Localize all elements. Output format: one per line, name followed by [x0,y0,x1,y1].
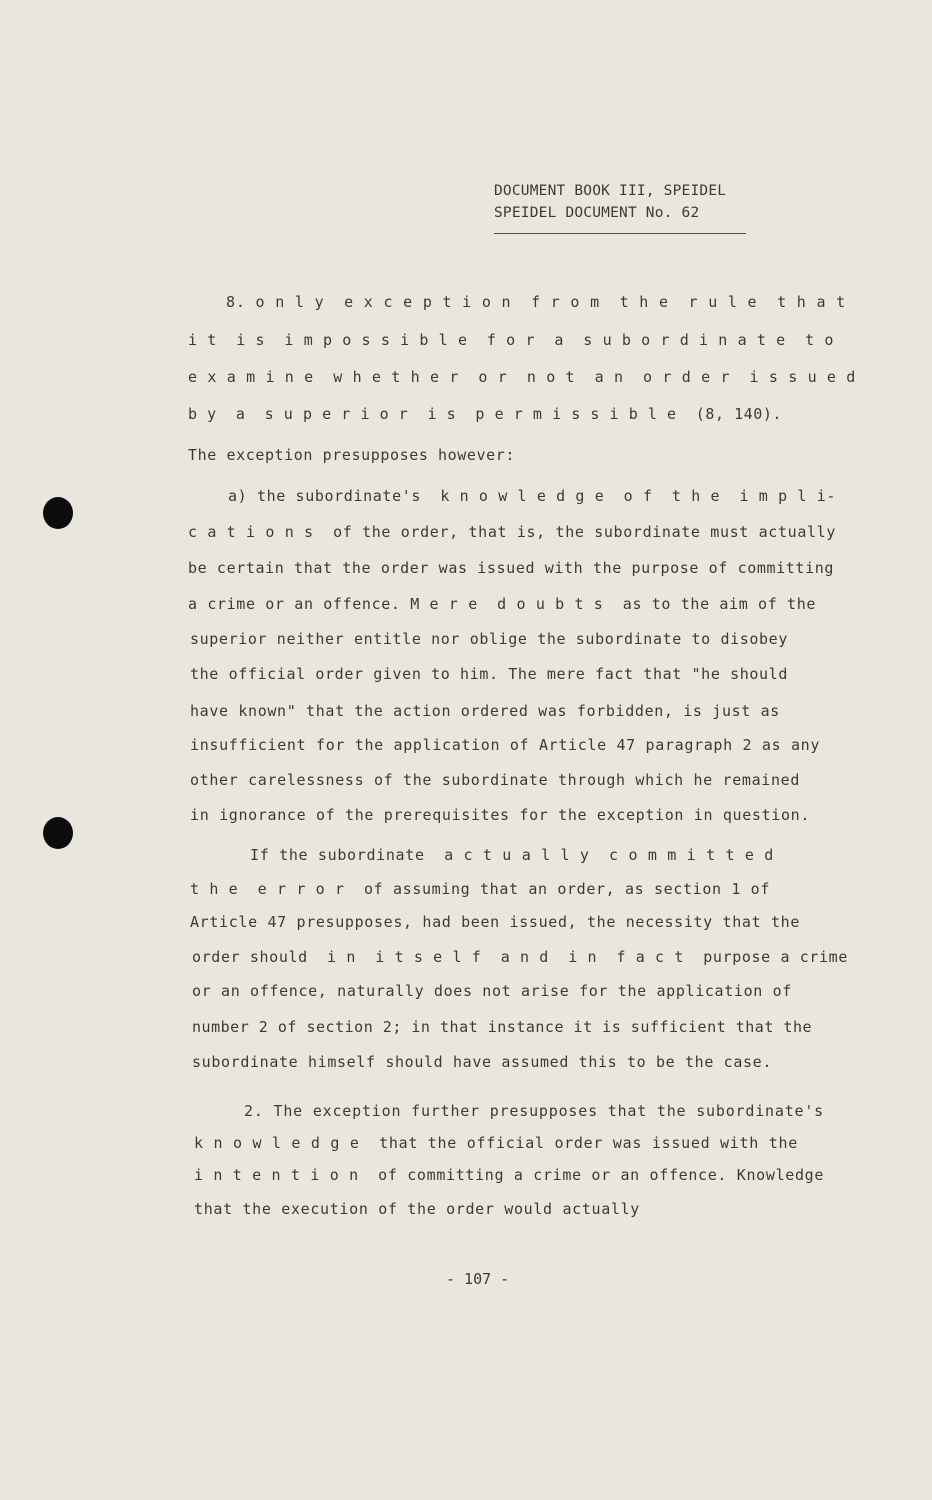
header-document-book: DOCUMENT BOOK III, SPEIDEL [494,183,727,199]
body-line-6: a) the subordinate's k n o w l e d g e o f t h e i m p l i- [228,487,836,505]
body-line-20: or an offence, naturally does not arise for the application of [192,982,792,1000]
header-underline [494,233,746,234]
body-line-11: the official order given to him. The mere fact that "he should [190,665,788,683]
body-line-23: 2. The exception further presupposes that the subordinate's [244,1102,825,1120]
body-line-7: c a t i o n s of the order, that is, the subordinate must actually [188,523,837,541]
body-line-2: i t i s i m p o s s i b l e f o r a s u b o r d i n a t e t o [188,331,834,349]
page-number: - 107 - [446,1270,510,1288]
punch-hole-top [43,497,73,529]
body-line-14: other carelessness of the subordinate through which he remained [190,771,801,789]
body-line-18: Article 47 presupposes, had been issued, the necessity that the [190,913,801,931]
body-line-12: have known" that the action ordered was forbidden, is just as [190,702,780,720]
header-document-number: SPEIDEL DOCUMENT No. 62 [494,205,700,221]
body-line-13: insufficient for the application of Article 47 paragraph 2 as any [190,736,821,754]
body-line-1: 8. o n l y e x c e p t i o n f r o m t h e r u l e t h a t [226,293,846,311]
body-line-21: number 2 of section 2; in that instance it is sufficient that the [192,1018,813,1036]
body-line-15: in ignorance of the prerequisites for the exception in question. [190,806,811,824]
body-line-16: If the subordinate a c t u a l l y c o m m i t t e d [250,846,775,864]
body-line-22: subordinate himself should have assumed this to be the case. [192,1053,773,1071]
punch-hole-bottom [43,817,73,849]
body-line-17: t h e e r r o r of assuming that an order, as section 1 of [190,880,771,898]
body-line-9: a crime or an offence. M e r e d o u b t s as to the aim of the [188,595,817,613]
body-line-19: order should i n i t s e l f a n d i n f a c t purpose a crime [192,948,848,966]
body-line-8: be certain that the order was issued with the purpose of committing [188,559,834,577]
body-line-26: that the execution of the order would actually [194,1200,641,1218]
body-line-4: b y a s u p e r i o r i s p e r m i s s i b l e (8, 140). [188,405,783,423]
body-line-5: The exception presupposes however: [188,446,516,464]
body-line-25: i n t e n t i o n of committing a crime or an offence. Knowledge [194,1166,825,1184]
body-line-10: superior neither entitle nor oblige the subordinate to disobey [190,630,788,648]
body-line-3: e x a m i n e w h e t h e r o r n o t a n o r d e r i s s u e d [188,368,856,386]
body-line-24: k n o w l e d g e that the official order was issued with the [194,1134,798,1152]
